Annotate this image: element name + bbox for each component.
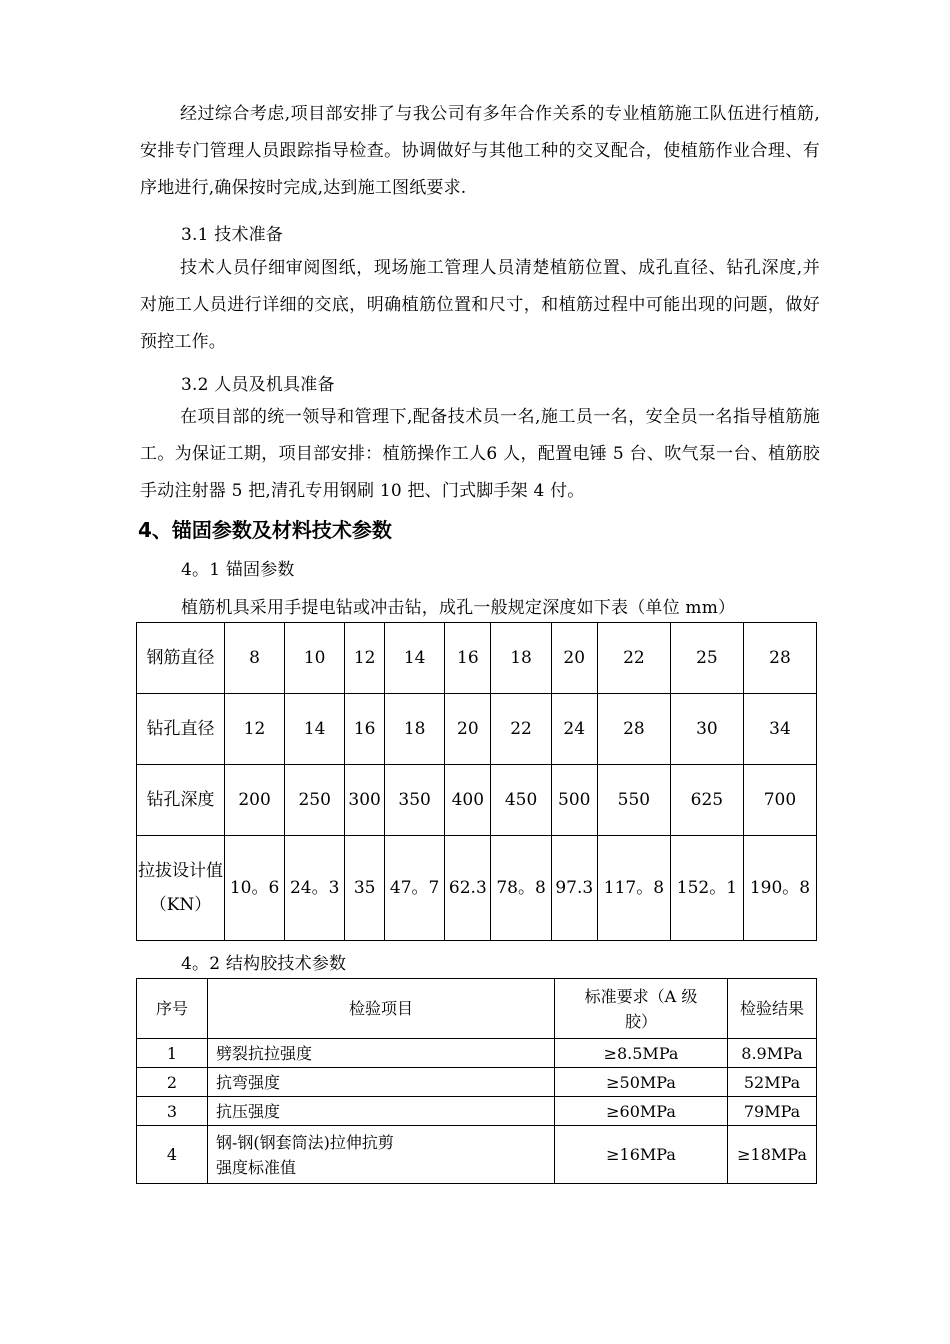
table-cell: 47。7 xyxy=(385,836,445,941)
table-cell: ≥18MPa xyxy=(728,1126,817,1184)
section-4-heading: 4、锚固参数及材料技术参数 xyxy=(138,518,392,542)
table-cell: 24 xyxy=(551,694,597,765)
table-cell: 4 xyxy=(137,1126,208,1184)
table-cell: 8.9MPa xyxy=(728,1039,817,1068)
table-cell: 250 xyxy=(285,765,345,836)
header-item: 检验项目 xyxy=(208,979,555,1039)
table-cell: 117。8 xyxy=(597,836,670,941)
table-cell: 20 xyxy=(551,623,597,694)
anchor-parameters-table xyxy=(136,622,817,941)
header-standard: 标准要求（A 级胶） xyxy=(555,979,728,1039)
table-cell: 190。8 xyxy=(743,836,816,941)
table-row xyxy=(137,694,817,765)
row-label: 钻孔直径 xyxy=(137,694,225,765)
table-cell: ≥16MPa xyxy=(555,1126,728,1184)
table-cell: 10 xyxy=(285,623,345,694)
paragraph-staff-prep: 在项目部的统一领导和管理下,配备技术员一名,施工员一名，安全员一名指导植筋施工。为保证工期，项目部安排：植筋操作工人6 人，配置电锤 5 台、吹气泵一台、植筋胶手动注射器 5 把,清孔专用钢刷 10 把、门式脚手架 4 付。 xyxy=(140,407,820,501)
table-cell: ≥60MPa xyxy=(555,1097,728,1126)
row-label: 钢筋直径 xyxy=(137,623,225,694)
table-cell: 152。1 xyxy=(670,836,743,941)
table-row xyxy=(137,1068,817,1097)
table-cell: 28 xyxy=(743,623,816,694)
header-result: 检验结果 xyxy=(728,979,817,1039)
table-cell: 3 xyxy=(137,1097,208,1126)
paragraph-intro: 经过综合考虑,项目部安排了与我公司有多年合作关系的专业植筋施工队伍进行植筋,安排专门管理人员跟踪指导检查。协调做好与其他工种的交叉配合，使植筋作业合理、有序地进行,确保按时完成,达到施工图纸要求. xyxy=(140,104,820,198)
table-cell: 18 xyxy=(385,694,445,765)
section-3-2-heading: 3.2 人员及机具准备 xyxy=(181,375,335,395)
table-cell: 10。6 xyxy=(225,836,285,941)
table-cell: 钢-钢(钢套筒法)拉伸抗剪强度标准值 xyxy=(208,1126,555,1184)
paragraph-drill-intro: 植筋机具采用手提电钻或冲击钻，成孔一般规定深度如下表（单位 mm） xyxy=(181,598,736,618)
section-3-1-heading: 3.1 技术准备 xyxy=(181,225,284,245)
table-cell: 625 xyxy=(670,765,743,836)
table-cell: 28 xyxy=(597,694,670,765)
table-cell: ≥8.5MPa xyxy=(555,1039,728,1068)
table-cell: 12 xyxy=(225,694,285,765)
table-cell: 16 xyxy=(445,623,491,694)
table-cell: 450 xyxy=(491,765,551,836)
table-cell: 2 xyxy=(137,1068,208,1097)
table-row xyxy=(137,1126,817,1184)
header-no: 序号 xyxy=(137,979,208,1039)
table-cell: 12 xyxy=(345,623,385,694)
table-cell: 400 xyxy=(445,765,491,836)
table-cell: 22 xyxy=(491,694,551,765)
table-cell: 500 xyxy=(551,765,597,836)
table-cell: 200 xyxy=(225,765,285,836)
table-cell: 62.3 xyxy=(445,836,491,941)
table-cell: 8 xyxy=(225,623,285,694)
table-cell: 抗弯强度 xyxy=(208,1068,555,1097)
table-row xyxy=(137,1039,817,1068)
section-4-1-heading: 4。1 锚固参数 xyxy=(181,560,295,580)
table-row xyxy=(137,623,817,694)
table-cell: 35 xyxy=(345,836,385,941)
table-cell: 34 xyxy=(743,694,816,765)
paragraph-tech-prep: 技术人员仔细审阅图纸，现场施工管理人员清楚植筋位置、成孔直径、钻孔深度,并对施工人员进行详细的交底，明确植筋位置和尺寸，和植筋过程中可能出现的问题，做好预控工作。 xyxy=(140,258,820,352)
row-label: 钻孔深度 xyxy=(137,765,225,836)
table-cell: 22 xyxy=(597,623,670,694)
table-cell: 劈裂抗拉强度 xyxy=(208,1039,555,1068)
table-cell: 79MPa xyxy=(728,1097,817,1126)
table-cell: 抗压强度 xyxy=(208,1097,555,1126)
table-cell: 14 xyxy=(385,623,445,694)
table-row xyxy=(137,765,817,836)
table-cell: 30 xyxy=(670,694,743,765)
table-cell: 300 xyxy=(345,765,385,836)
table-cell: 1 xyxy=(137,1039,208,1068)
table-row xyxy=(137,1097,817,1126)
table-header-row xyxy=(137,979,817,1039)
table-cell: 20 xyxy=(445,694,491,765)
adhesive-parameters-table xyxy=(136,978,817,1184)
table-cell: 700 xyxy=(743,765,816,836)
table-cell: 97.3 xyxy=(551,836,597,941)
table-cell: 350 xyxy=(385,765,445,836)
table-cell: 78。8 xyxy=(491,836,551,941)
table-cell: 52MPa xyxy=(728,1068,817,1097)
row-label: 拉拔设计值（KN） xyxy=(137,836,225,941)
table-cell: 18 xyxy=(491,623,551,694)
table-cell: 25 xyxy=(670,623,743,694)
section-4-2-heading: 4。2 结构胶技术参数 xyxy=(181,954,347,974)
table-cell: 24。3 xyxy=(285,836,345,941)
table-cell: 14 xyxy=(285,694,345,765)
table-row xyxy=(137,836,817,941)
table-cell: 550 xyxy=(597,765,670,836)
table-cell: ≥50MPa xyxy=(555,1068,728,1097)
table-cell: 16 xyxy=(345,694,385,765)
